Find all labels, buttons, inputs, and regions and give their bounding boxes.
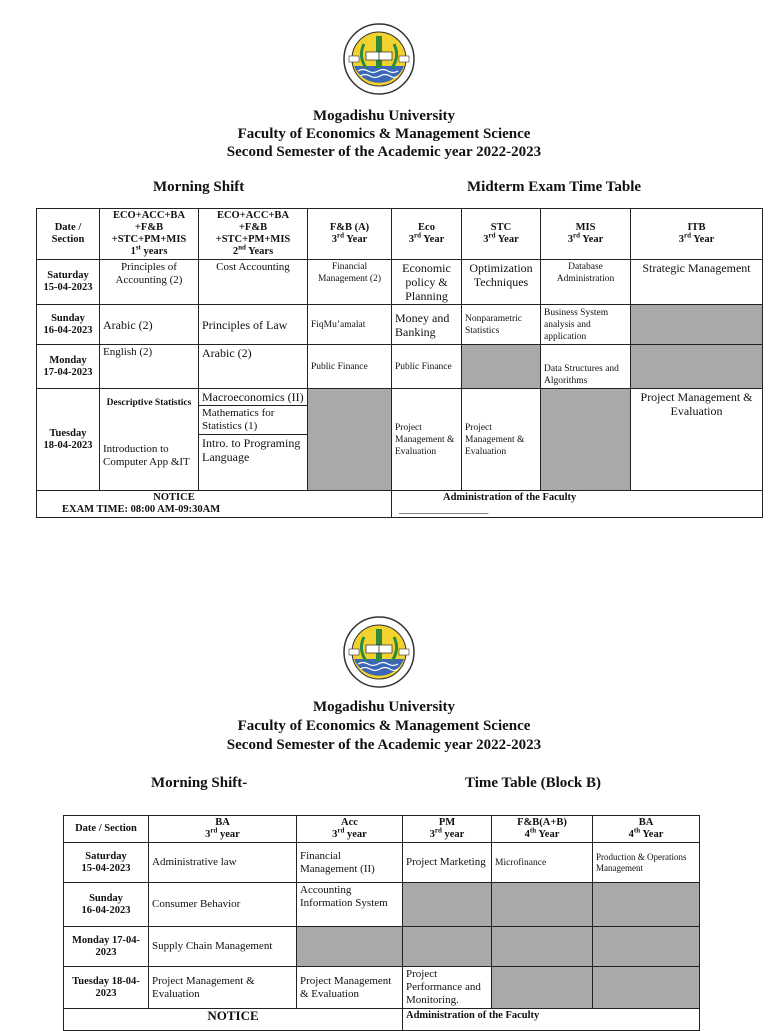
row-date: Tuesday 18-04- 2023 [64,967,149,1009]
table-cell: Project Management & Evaluation [297,967,403,1009]
table-cell: Database Administration [541,260,631,305]
table-cell: English (2) [100,345,199,389]
table-cell: Project Management & Evaluation [462,389,541,491]
table-cell: Project Management & Evaluation [631,389,763,491]
notice-row [64,1009,700,1031]
top-table-title: Midterm Exam Time Table [467,179,642,195]
empty-cell [593,883,700,927]
table-cell: FiqMu’amalat [308,305,392,345]
table-cell: Data Structures and Algorithms [541,345,631,389]
table-row [37,345,763,389]
exam-time: EXAM TIME: 08:00 AM-09:30AM [62,504,221,515]
header-col-2: ECO+ACC+BA +F&B +STC+PM+MIS 2nd Years [199,209,308,260]
notice-title: NOTICE [153,492,195,503]
table-cell: Optimization Techniques [462,260,541,305]
bottom-timetable [63,815,700,1031]
bottom-university-name: Mogadishu University [312,699,456,715]
notice-row [37,491,763,518]
admin-label: Administration of the Faculty [443,492,577,503]
row-date: Monday 17-04-2023 [37,345,100,389]
empty-cell [308,389,392,491]
empty-cell [403,883,492,927]
table-cell: Consumer Behavior [149,883,297,927]
university-logo-icon [342,22,416,96]
bottom-shift-label: Morning Shift- [151,775,248,791]
row-date: Monday 17-04- 2023 [64,927,149,967]
header-col-acc3: Acc 3rd year [297,816,403,843]
notice-title: NOTICE [64,1009,403,1031]
table-row [37,305,763,345]
table-cell: Public Finance [392,345,462,389]
empty-cell [492,967,593,1009]
table-cell: Macroeconomics (II) Mathematics for Statistics (1) Intro. to Programing Language [199,389,308,491]
admin-label: Administration of the Faculty [403,1009,700,1031]
empty-cell [492,883,593,927]
row-date: Saturday 15-04-2023 [64,843,149,883]
table-cell: Business System analysis and application [541,305,631,345]
table-row [64,883,700,927]
table-cell: Microfinance [492,843,593,883]
row-date: Sunday 16-04-2023 [37,305,100,345]
top-timetable [36,208,763,518]
empty-cell [492,927,593,967]
table-cell: Project Management & Evaluation [149,967,297,1009]
table-cell: Principles of Law [199,305,308,345]
top-header-row [37,209,763,260]
table-cell: Nonparametric Statistics [462,305,541,345]
table-cell: Economic policy & Planning [392,260,462,305]
header-col-pm3: PM 3rd year [403,816,492,843]
table-cell: Descriptive Statistics Introduction to Computer App &IT [100,389,199,491]
empty-cell [593,967,700,1009]
header-col-mis: MIS 3rd Year [541,209,631,260]
empty-cell [593,927,700,967]
table-cell: Arabic (2) [199,345,308,389]
admin-signature-line: _________________ [399,504,489,515]
top-semester: Second Semester of the Academic year 2022-2023 [226,144,542,160]
header-col-fb: F&B (A) 3rd Year [308,209,392,260]
empty-cell [631,345,763,389]
header-col-ba4: BA 4th Year [593,816,700,843]
table-cell: Cost Accounting [199,260,308,305]
table-row [64,927,700,967]
header-col-eco: Eco 3rd Year [392,209,462,260]
table-cell: Financial Management (2) [308,260,392,305]
table-row [37,389,763,491]
table-cell: Public Finance [308,345,392,389]
top-shift-label: Morning Shift [153,179,245,195]
bottom-semester: Second Semester of the Academic year 2022-2023 [226,737,542,753]
header-col-itb: ITB 3rd Year [631,209,763,260]
row-date: Tuesday 18-04-2023 [37,389,100,491]
table-cell: Money and Banking [392,305,462,345]
top-university-name: Mogadishu University [312,108,456,124]
empty-cell [541,389,631,491]
table-cell: Project Management & Evaluation [392,389,462,491]
row-date: Sunday 16-04-2023 [64,883,149,927]
header-date-section: Date / Section [37,209,100,260]
header-date-section: Date / Section [64,816,149,843]
table-cell: Administrative law [149,843,297,883]
table-cell: Financial Management (II) [297,843,403,883]
table-cell: Arabic (2) [100,305,199,345]
table-cell: Strategic Management [631,260,763,305]
table-cell: Supply Chain Management [149,927,297,967]
table-cell: Project Marketing [403,843,492,883]
empty-cell [403,927,492,967]
table-row [64,843,700,883]
header-col-ba3: BA 3rd year [149,816,297,843]
table-row [64,967,700,1009]
header-col-1: ECO+ACC+BA +F&B +STC+PM+MIS 1st years [100,209,199,260]
empty-cell [462,345,541,389]
top-faculty-name: Faculty of Economics & Management Science [237,126,531,142]
row-date: Saturday 15-04-2023 [37,260,100,305]
header-col-stc: STC 3rd Year [462,209,541,260]
table-cell: Project Performance and Monitoring. [403,967,492,1009]
table-cell: Principles of Accounting (2) [100,260,199,305]
table-row [37,260,763,305]
empty-cell [297,927,403,967]
bottom-header-row [64,816,700,843]
admin-cell [392,491,763,518]
notice-cell [37,491,392,518]
empty-cell [631,305,763,345]
bottom-table-title: Time Table (Block B) [465,775,601,791]
bottom-faculty-name: Faculty of Economics & Management Science [237,718,531,734]
table-cell: Accounting Information System [297,883,403,927]
university-logo-icon [342,615,416,689]
header-col-fb4: F&B(A+B) 4th Year [492,816,593,843]
table-cell: Production & Operations Management [593,843,700,883]
